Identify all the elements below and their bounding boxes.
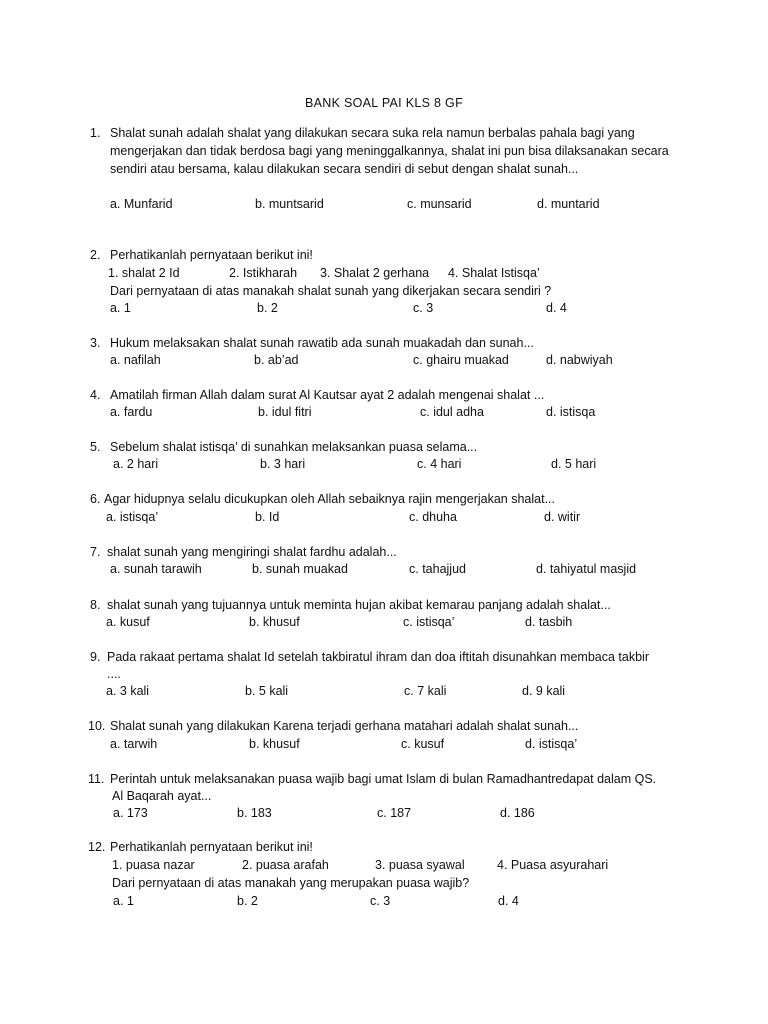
option-b: b. khusuf xyxy=(249,737,300,751)
statement-item: 3. puasa syawal xyxy=(375,858,465,872)
question-text: Dari pernyataan di atas manakah shalat sunah yang dikerjakan secara sendiri ? xyxy=(110,284,552,298)
option-c: c. 3 xyxy=(370,894,391,908)
document-title: BANK SOAL PAI KLS 8 GF xyxy=(304,96,464,110)
question-text: Shalat sunah adalah shalat yang dilakukan secara suka rela namun berbalas pahala bagi yang xyxy=(110,126,635,140)
option-d: d. tasbih xyxy=(525,615,573,629)
option-c: c. ghairu muakad xyxy=(413,353,509,367)
option-a: a. 2 hari xyxy=(113,457,159,471)
option-b: b. ab’ad xyxy=(254,353,299,367)
question-text: shalat sunah yang tujuannya untuk meminta hujan akibat kemarau panjang adalah shalat... xyxy=(107,598,611,612)
question-number: 6. xyxy=(90,492,101,506)
option-c: c. idul adha xyxy=(420,405,484,419)
statement-item: 3. Shalat 2 gerhana xyxy=(320,266,430,280)
option-a: a. Munfarid xyxy=(110,197,173,211)
question-number: 11. xyxy=(88,772,105,786)
statement-item: 2. puasa arafah xyxy=(242,858,329,872)
question-text: shalat sunah yang mengiringi shalat fardhu adalah... xyxy=(107,545,397,559)
statement-item: 2. Istikharah xyxy=(229,266,298,280)
option-c: c. 187 xyxy=(377,806,412,820)
option-a: a. nafilah xyxy=(110,353,161,367)
option-a: a. kusuf xyxy=(106,615,150,629)
option-c: c. tahajjud xyxy=(409,562,466,576)
option-a: a. 3 kali xyxy=(106,684,150,698)
question-text: Shalat sunah yang dilakukan Karena terjadi gerhana matahari adalah shalat sunah... xyxy=(110,719,579,733)
statement-item: 1. puasa nazar xyxy=(112,858,195,872)
question-number: 8. xyxy=(90,598,101,612)
question-number: 9. xyxy=(90,650,101,664)
statement-item: 4. Shalat Istisqa’ xyxy=(448,266,540,280)
option-b: b. idul fitri xyxy=(258,405,312,419)
option-d: d. istisqa’ xyxy=(525,737,578,751)
question-text: Hukum melaksakan shalat sunah rawatib ada sunah muakadah dan sunah... xyxy=(110,336,534,350)
question-text: Sebelum shalat istisqa’ di sunahkan melaksankan puasa selama... xyxy=(110,440,478,454)
option-c: c. kusuf xyxy=(401,737,445,751)
option-a: a. fardu xyxy=(110,405,153,419)
option-d: d. 4 xyxy=(498,894,519,908)
option-d: d. witir xyxy=(544,510,581,524)
option-b: b. 2 xyxy=(237,894,258,908)
option-b: b. 5 kali xyxy=(245,684,289,698)
option-c: c. 4 hari xyxy=(417,457,462,471)
option-b: b. 2 xyxy=(257,301,278,315)
question-text: Perintah untuk melaksanakan puasa wajib bagi umat Islam di bulan Ramadhantredapat dalam QS. xyxy=(110,772,657,786)
question-text: Agar hidupnya selalu dicukupkan oleh Allah sebaiknya rajin mengerjakan shalat... xyxy=(104,492,555,506)
question-text: sendiri atau bersama, kalau dilakukan secara sendiri di sebut dengan shalat sunah... xyxy=(110,162,579,176)
option-d: d. 4 xyxy=(546,301,567,315)
question-number: 4. xyxy=(90,388,101,402)
question-number: 12. xyxy=(88,840,106,854)
question-text: Amatilah firman Allah dalam surat Al Kautsar ayat 2 adalah mengenai shalat ... xyxy=(110,388,545,402)
option-d: d. muntarid xyxy=(537,197,600,211)
question-number: 3. xyxy=(90,336,101,350)
option-b: b. sunah muakad xyxy=(252,562,348,576)
question-text: Pada rakaat pertama shalat Id setelah takbiratul ihram dan doa iftitah disunahkan membaca takbir xyxy=(107,650,649,664)
option-c: c. dhuha xyxy=(409,510,457,524)
option-d: d. 9 kali xyxy=(522,684,566,698)
question-number: 2. xyxy=(90,248,101,262)
question-number: 5. xyxy=(90,440,101,454)
question-number: 1. xyxy=(90,126,101,140)
question-text: Al Baqarah ayat... xyxy=(112,789,212,803)
option-a: a. tarwih xyxy=(110,737,158,751)
option-b: b. muntsarid xyxy=(255,197,324,211)
option-c: c. 7 kali xyxy=(404,684,447,698)
option-d: d. 5 hari xyxy=(551,457,597,471)
option-a: a. 173 xyxy=(113,806,148,820)
option-b: b. 3 hari xyxy=(260,457,306,471)
question-text: Dari pernyataan di atas manakah yang merupakan puasa wajib? xyxy=(112,876,470,890)
statement-item: 1. shalat 2 Id xyxy=(108,266,180,280)
question-number: 10. xyxy=(88,719,106,733)
option-c: c. munsarid xyxy=(407,197,472,211)
option-d: d. nabwiyah xyxy=(546,353,613,367)
option-a: a. 1 xyxy=(110,301,131,315)
question-number: 7. xyxy=(90,545,101,559)
question-text: mengerjakan dan tidak berdosa bagi yang meninggalkannya, shalat ini pun bisa dilaksanakan secara xyxy=(110,144,669,158)
option-a: a. istisqa’ xyxy=(106,510,159,524)
option-d: d. 186 xyxy=(500,806,535,820)
question-text: .... xyxy=(107,667,121,681)
option-a: a. sunah tarawih xyxy=(110,562,202,576)
question-text: Perhatikanlah pernyataan berikut ini! xyxy=(110,248,313,262)
option-d: d. tahiyatul masjid xyxy=(536,562,637,576)
option-b: b. Id xyxy=(255,510,280,524)
question-text: Perhatikanlah pernyataan berikut ini! xyxy=(110,840,313,854)
option-c: c. 3 xyxy=(413,301,434,315)
option-a: a. 1 xyxy=(113,894,134,908)
option-b: b. 183 xyxy=(237,806,272,820)
option-c: c. istisqa’ xyxy=(403,615,455,629)
option-d: d. istisqa xyxy=(546,405,596,419)
option-b: b. khusuf xyxy=(249,615,300,629)
statement-item: 4. Puasa asyurahari xyxy=(497,858,609,872)
